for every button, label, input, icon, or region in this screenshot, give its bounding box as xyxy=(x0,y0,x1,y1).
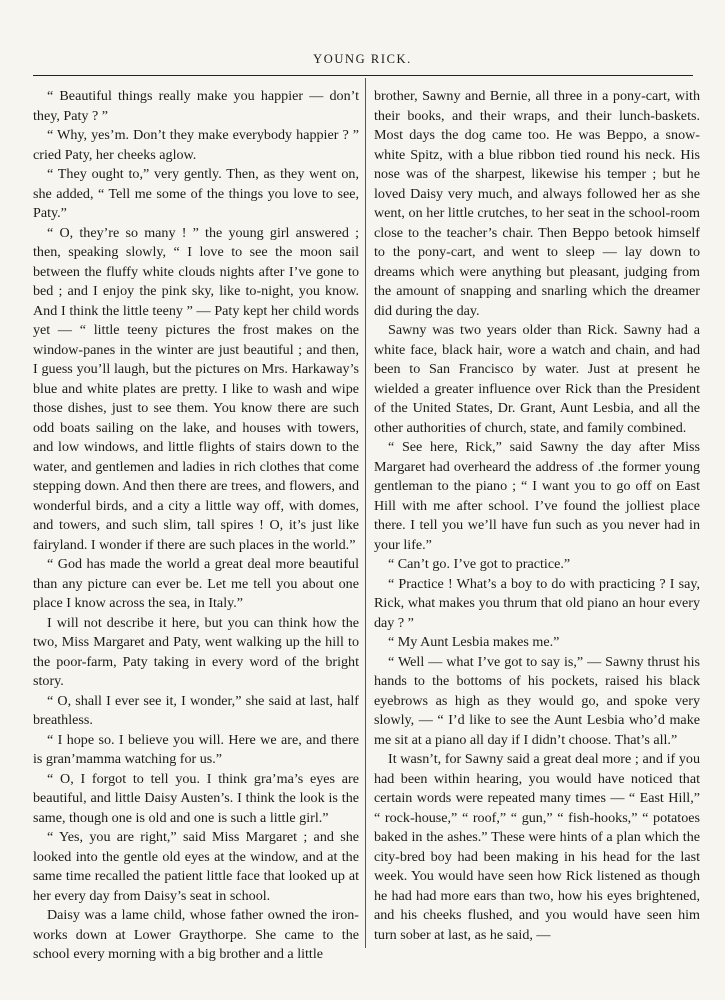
paragraph: “ Beautiful things really make you happier — don’t they, Paty ? ” xyxy=(33,88,359,124)
paragraph: It wasn’t, for Sawny said a great deal more ; and if you had been within hearing, you would have noticed that certain words were repeated many times — “ East Hill,” “ rock-house,” “ roof,” “ gun,” “ fish-hooks,” “ potatoes baked in the ashes.” These were hints of a plan which the city-bred boy had been making in his head for the last week. You would have seen how Rick listened as though he had had more ears than two, how his eyes brightened, and his cheeks flushed, and you would have seen him turn sober at last, as he said, — xyxy=(374,751,700,943)
left-column xyxy=(33,87,359,965)
paragraph: “ Well — what I’ve got to say is,” — Sawny thrust his hands to the bottoms of his pockets, raised his black eyebrows as high as they would go, and spoke very slowly, — “ I’d like to see the Aunt Lesbia who’d make me sit at a piano all day if I didn’t choose. That’s all.” xyxy=(374,653,700,748)
paragraph: “ O, they’re so many ! ” the young girl answered ; then, speaking slowly, “ I love to see the moon sail between the fluffy white clouds nights after I’ve gone to bed ; and I enjoy the pink sky, like to-night, you know. And I think the little teeny ” — Paty kept her child words yet — “ little teeny pictures the frost makes on the window-panes in the winter are just beautiful ; and then, I guess you’ll laugh, but the pictures on Mrs. Harkaway’s blue and white plates are pretty. I like to wash and wipe those dishes, just to see them. You know there are such odd boats sailing on the lake, and houses with towers, and low windows, and little flights of stairs down to the water, and gentlemen and ladies in rich clothes that come stepping down. And then there are trees, and flowers, and wonderful birds, and a city a little way off, with domes, and towers, and such slim, tall spires ! O, it’s just like fairyland. I wonder if there are such places in the world.” xyxy=(33,224,359,553)
paragraph: “ O, I forgot to tell you. I think gra’ma’s eyes are beautiful, and little Daisy Austen’s. I think the look is the same, though one is old and one is such a little girl.” xyxy=(33,770,359,826)
paragraph: “ Why, yes’m. Don’t they make everybody happier ? ” cried Paty, her cheeks aglow. xyxy=(33,127,359,163)
paragraph: “ My Aunt Lesbia makes me.” xyxy=(388,634,560,650)
paragraph: “ Practice ! What’s a boy to do with practicing ? I say, Rick, what makes you thrum that old piano an hour every day ? ” xyxy=(374,575,700,631)
paragraph: “ See here, Rick,” said Sawny the day after Miss Margaret had overheard the address of .the former young gentleman to the piano ; “ I want you to go off on East Hill with me after school. I’ve found the jolliest place there. I tell you we’ll have fun such as you never had in your life.” xyxy=(374,439,700,553)
paragraph: Daisy was a lame child, whose father owned the iron-works down at Lower Graythorpe. She came to the school every morning with a big brother and a little xyxy=(33,907,359,962)
running-head: YOUNG RICK. xyxy=(313,52,412,66)
paragraph: “ I hope so. I believe you will. Here we are, and there is gran’mamma watching for us.” xyxy=(33,731,359,767)
header-rule xyxy=(33,75,693,76)
paragraph: “ Can’t go. I’ve got to practice.” xyxy=(388,556,571,572)
paragraph: “ They ought to,” very gently. Then, as they went on, she added, “ Tell me some of the things you love to see, Paty.” xyxy=(33,166,359,221)
paragraph-continued: brother, Sawny and Bernie, all three in a pony-cart, with their books, and their wraps, and their lunch-baskets. Most days the dog came too. He was Beppo, a snow-white Spitz, with a blue ribbon tied round his neck. His nose was of the sharpest, likewise his temper ; but he loved Daisy very much, and always followed her as she went, on her little crutches, to her seat in the school-room close to the teacher’s chair. Then Beppo betook himself to the pony-cart, and went to sleep — lay down to dreams which were anything but pleasant, judging from the amount of snapping and snarling which the dreamer did during the day. xyxy=(374,88,700,319)
paragraph: I will not describe it here, but you can think how the two, Miss Margaret and Paty, went walking up the hill to the poor-farm, Paty taking in every word of the bright story. xyxy=(33,614,359,689)
paragraph: “ O, shall I ever see it, I wonder,” she said at last, half breathless. xyxy=(33,692,359,728)
paragraph: “ God has made the world a great deal more beautiful than any picture can ever be. Let me tell you about one place I know across the sea, in Italy.” xyxy=(33,556,359,611)
column-divider xyxy=(365,78,366,948)
paragraph: Sawny was two years older than Rick. Sawny had a white face, black hair, wore a watch and chain, and had been to San Francisco by water. Just at present he wielded a greater influence over Rick than the President of the United States, Dr. Grant, Aunt Lesbia, and all the other authorities of church, state, and family combined. xyxy=(374,322,700,436)
right-column xyxy=(374,87,700,945)
paragraph: “ Yes, you are right,” said Miss Margaret ; and she looked into the gentle old eyes at the window, and at the same time recalled the patient little face that looked up at her every day from Daisy’s seat in school. xyxy=(33,829,359,904)
